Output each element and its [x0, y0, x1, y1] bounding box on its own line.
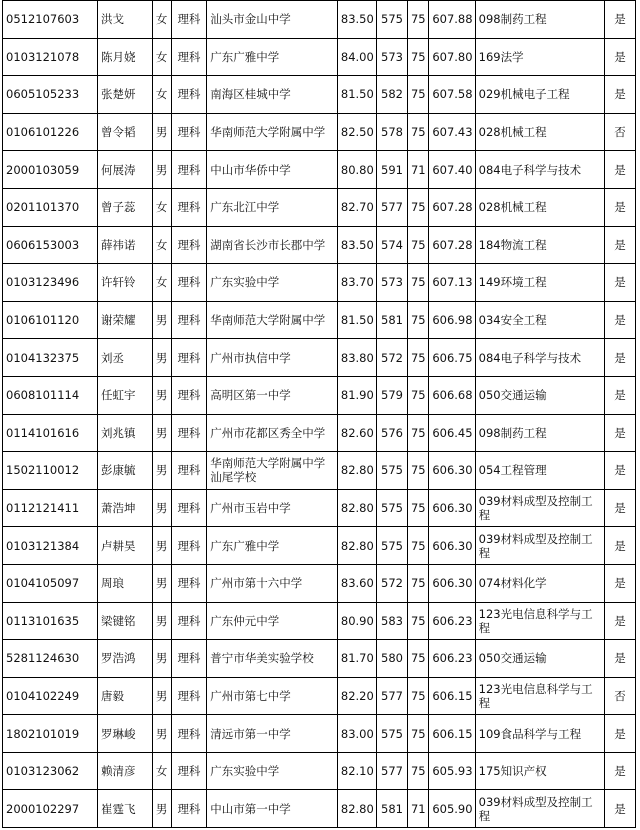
table-row	[3, 38, 636, 76]
cell-score-c: 75	[407, 188, 428, 226]
cell-score-c: 75	[407, 489, 428, 527]
cell-score-c: 75	[407, 715, 428, 753]
table-row	[3, 376, 636, 414]
cell-score-b: 581	[377, 790, 408, 828]
cell-gender: 女	[152, 264, 171, 302]
table-row	[3, 752, 636, 790]
cell-admitted: 是	[605, 188, 636, 226]
cell-name: 薛祎诺	[98, 226, 153, 264]
cell-score-c: 75	[407, 564, 428, 602]
cell-score-c: 75	[407, 264, 428, 302]
cell-major: 039材料成型及控制工程	[475, 790, 604, 828]
cell-exam-id: 1802101019	[3, 715, 98, 753]
cell-score-b: 576	[377, 414, 408, 452]
cell-exam-id: 0113101635	[3, 602, 98, 640]
cell-score-c: 75	[407, 376, 428, 414]
table-row	[3, 489, 636, 527]
cell-score-a: 83.50	[337, 1, 376, 39]
cell-exam-id: 0103121384	[3, 527, 98, 565]
cell-score-b: 574	[377, 226, 408, 264]
cell-major: 050交通运输	[475, 376, 604, 414]
cell-admitted: 是	[605, 602, 636, 640]
cell-name: 崔霆飞	[98, 790, 153, 828]
cell-score-c: 75	[407, 752, 428, 790]
cell-score-b: 583	[377, 602, 408, 640]
cell-total: 606.75	[429, 339, 475, 377]
cell-gender: 男	[152, 715, 171, 753]
cell-score-a: 82.10	[337, 752, 376, 790]
cell-admitted: 是	[605, 38, 636, 76]
cell-admitted: 是	[605, 1, 636, 39]
cell-score-b: 572	[377, 339, 408, 377]
table-row	[3, 151, 636, 189]
cell-gender: 男	[152, 527, 171, 565]
cell-major: 109食品科学与工程	[475, 715, 604, 753]
cell-school: 广东实验中学	[207, 752, 338, 790]
cell-score-a: 82.20	[337, 677, 376, 715]
cell-name: 曾子蕊	[98, 188, 153, 226]
cell-exam-id: 0104102249	[3, 677, 98, 715]
cell-admitted: 是	[605, 151, 636, 189]
cell-total: 607.40	[429, 151, 475, 189]
cell-subject: 理科	[171, 602, 207, 640]
cell-score-b: 575	[377, 489, 408, 527]
table-row	[3, 640, 636, 678]
cell-name: 陈月娆	[98, 38, 153, 76]
cell-name: 何展涛	[98, 151, 153, 189]
cell-major: 184物流工程	[475, 226, 604, 264]
cell-score-a: 80.90	[337, 602, 376, 640]
cell-exam-id: 0606153003	[3, 226, 98, 264]
cell-score-c: 75	[407, 38, 428, 76]
cell-subject: 理科	[171, 715, 207, 753]
cell-total: 605.93	[429, 752, 475, 790]
cell-score-a: 83.70	[337, 264, 376, 302]
cell-gender: 男	[152, 339, 171, 377]
cell-subject: 理科	[171, 113, 207, 151]
cell-gender: 男	[152, 640, 171, 678]
cell-score-a: 83.60	[337, 564, 376, 602]
table-row	[3, 188, 636, 226]
cell-admitted: 是	[605, 339, 636, 377]
cell-admitted: 是	[605, 715, 636, 753]
cell-total: 607.58	[429, 76, 475, 114]
cell-major: 169法学	[475, 38, 604, 76]
cell-total: 605.90	[429, 790, 475, 828]
cell-total: 607.43	[429, 113, 475, 151]
cell-subject: 理科	[171, 640, 207, 678]
cell-major: 175知识产权	[475, 752, 604, 790]
cell-score-b: 575	[377, 527, 408, 565]
cell-score-a: 84.00	[337, 38, 376, 76]
cell-exam-id: 0608101114	[3, 376, 98, 414]
cell-admitted: 是	[605, 790, 636, 828]
cell-score-a: 82.80	[337, 527, 376, 565]
cell-exam-id: 0114101616	[3, 414, 98, 452]
cell-subject: 理科	[171, 414, 207, 452]
cell-name: 罗浩鸿	[98, 640, 153, 678]
cell-major: 084电子科学与技术	[475, 151, 604, 189]
cell-major: 029机械电子工程	[475, 76, 604, 114]
cell-subject: 理科	[171, 677, 207, 715]
cell-name: 谢荣耀	[98, 301, 153, 339]
cell-name: 梁键铭	[98, 602, 153, 640]
cell-score-a: 82.60	[337, 414, 376, 452]
cell-score-c: 75	[407, 414, 428, 452]
cell-school: 广州市第七中学	[207, 677, 338, 715]
cell-total: 606.45	[429, 414, 475, 452]
cell-subject: 理科	[171, 151, 207, 189]
cell-exam-id: 1502110012	[3, 452, 98, 490]
cell-score-c: 75	[407, 677, 428, 715]
cell-score-a: 80.80	[337, 151, 376, 189]
cell-subject: 理科	[171, 790, 207, 828]
cell-name: 洪戈	[98, 1, 153, 39]
cell-total: 606.15	[429, 677, 475, 715]
cell-major: 084电子科学与技术	[475, 339, 604, 377]
cell-total: 606.30	[429, 527, 475, 565]
cell-subject: 理科	[171, 188, 207, 226]
cell-score-a: 83.00	[337, 715, 376, 753]
cell-score-c: 75	[407, 226, 428, 264]
cell-subject: 理科	[171, 339, 207, 377]
cell-school: 广东仲元中学	[207, 602, 338, 640]
cell-subject: 理科	[171, 489, 207, 527]
cell-score-b: 573	[377, 264, 408, 302]
cell-major: 123光电信息科学与工程	[475, 677, 604, 715]
cell-subject: 理科	[171, 752, 207, 790]
cell-school: 湖南省长沙市长郡中学	[207, 226, 338, 264]
cell-admitted: 是	[605, 414, 636, 452]
cell-gender: 男	[152, 564, 171, 602]
table-row	[3, 527, 636, 565]
cell-school: 广州市玉岩中学	[207, 489, 338, 527]
cell-subject: 理科	[171, 527, 207, 565]
table-row	[3, 1, 636, 39]
cell-subject: 理科	[171, 264, 207, 302]
cell-gender: 男	[152, 113, 171, 151]
cell-school: 华南师范大学附属中学	[207, 301, 338, 339]
cell-school: 广州市花都区秀全中学	[207, 414, 338, 452]
cell-name: 曾令韬	[98, 113, 153, 151]
table-row	[3, 414, 636, 452]
table-row	[3, 264, 636, 302]
cell-name: 卢耕昊	[98, 527, 153, 565]
cell-school: 广东实验中学	[207, 264, 338, 302]
cell-name: 赖清彦	[98, 752, 153, 790]
cell-score-b: 575	[377, 1, 408, 39]
cell-exam-id: 0106101226	[3, 113, 98, 151]
table-row	[3, 226, 636, 264]
cell-total: 606.68	[429, 376, 475, 414]
cell-subject: 理科	[171, 301, 207, 339]
table-row	[3, 76, 636, 114]
cell-score-c: 75	[407, 452, 428, 490]
cell-total: 607.28	[429, 226, 475, 264]
table-row	[3, 715, 636, 753]
cell-score-a: 81.50	[337, 301, 376, 339]
cell-school: 广东北江中学	[207, 188, 338, 226]
cell-score-a: 83.50	[337, 226, 376, 264]
cell-subject: 理科	[171, 76, 207, 114]
cell-subject: 理科	[171, 564, 207, 602]
cell-score-c: 75	[407, 76, 428, 114]
cell-exam-id: 0112121411	[3, 489, 98, 527]
cell-name: 周琅	[98, 564, 153, 602]
table-row	[3, 301, 636, 339]
cell-school: 广东广雅中学	[207, 38, 338, 76]
cell-gender: 女	[152, 76, 171, 114]
cell-score-b: 579	[377, 376, 408, 414]
cell-gender: 女	[152, 38, 171, 76]
cell-gender: 女	[152, 188, 171, 226]
table-row	[3, 339, 636, 377]
cell-score-b: 575	[377, 452, 408, 490]
cell-gender: 男	[152, 489, 171, 527]
cell-admitted: 是	[605, 452, 636, 490]
cell-school: 南海区桂城中学	[207, 76, 338, 114]
cell-major: 054工程管理	[475, 452, 604, 490]
cell-gender: 男	[152, 790, 171, 828]
cell-major: 098制药工程	[475, 414, 604, 452]
table-row	[3, 564, 636, 602]
cell-admitted: 是	[605, 752, 636, 790]
cell-name: 萧浩坤	[98, 489, 153, 527]
cell-school: 广东广雅中学	[207, 527, 338, 565]
cell-total: 607.88	[429, 1, 475, 39]
cell-major: 039材料成型及控制工程	[475, 489, 604, 527]
table-row	[3, 790, 636, 828]
cell-total: 606.98	[429, 301, 475, 339]
cell-admitted: 是	[605, 564, 636, 602]
cell-score-c: 75	[407, 1, 428, 39]
cell-score-b: 575	[377, 715, 408, 753]
cell-exam-id: 5281124630	[3, 640, 98, 678]
cell-exam-id: 0512107603	[3, 1, 98, 39]
cell-score-a: 81.90	[337, 376, 376, 414]
cell-total: 606.15	[429, 715, 475, 753]
cell-score-c: 75	[407, 301, 428, 339]
cell-school: 中山市华侨中学	[207, 151, 338, 189]
cell-subject: 理科	[171, 226, 207, 264]
cell-exam-id: 0106101120	[3, 301, 98, 339]
cell-admitted: 是	[605, 226, 636, 264]
cell-score-c: 75	[407, 640, 428, 678]
cell-admitted: 是	[605, 76, 636, 114]
cell-school: 高明区第一中学	[207, 376, 338, 414]
cell-score-c: 75	[407, 339, 428, 377]
cell-name: 刘兆镇	[98, 414, 153, 452]
cell-gender: 男	[152, 452, 171, 490]
cell-score-b: 573	[377, 38, 408, 76]
cell-exam-id: 0104105097	[3, 564, 98, 602]
table-row	[3, 677, 636, 715]
table-row	[3, 113, 636, 151]
cell-major: 039材料成型及控制工程	[475, 527, 604, 565]
cell-score-b: 591	[377, 151, 408, 189]
cell-exam-id: 0201101370	[3, 188, 98, 226]
cell-score-b: 572	[377, 564, 408, 602]
cell-major: 123光电信息科学与工程	[475, 602, 604, 640]
cell-admitted: 是	[605, 301, 636, 339]
cell-major: 149环境工程	[475, 264, 604, 302]
cell-subject: 理科	[171, 1, 207, 39]
cell-gender: 男	[152, 151, 171, 189]
cell-gender: 女	[152, 752, 171, 790]
cell-score-b: 577	[377, 752, 408, 790]
cell-total: 606.30	[429, 564, 475, 602]
cell-school: 汕头市金山中学	[207, 1, 338, 39]
cell-score-c: 75	[407, 527, 428, 565]
cell-score-a: 82.80	[337, 790, 376, 828]
cell-score-c: 75	[407, 602, 428, 640]
cell-score-b: 582	[377, 76, 408, 114]
cell-admitted: 是	[605, 489, 636, 527]
cell-gender: 女	[152, 1, 171, 39]
cell-admitted: 是	[605, 527, 636, 565]
cell-major: 074材料化学	[475, 564, 604, 602]
cell-name: 刘丞	[98, 339, 153, 377]
cell-total: 606.23	[429, 602, 475, 640]
cell-exam-id: 2000102297	[3, 790, 98, 828]
cell-subject: 理科	[171, 38, 207, 76]
cell-school: 华南师范大学附属中学	[207, 113, 338, 151]
cell-gender: 女	[152, 226, 171, 264]
cell-admitted: 是	[605, 376, 636, 414]
cell-score-b: 577	[377, 677, 408, 715]
cell-exam-id: 0605105233	[3, 76, 98, 114]
cell-subject: 理科	[171, 376, 207, 414]
cell-gender: 男	[152, 376, 171, 414]
cell-school: 华南师范大学附属中学汕尾学校	[207, 452, 338, 490]
cell-gender: 男	[152, 677, 171, 715]
cell-score-b: 580	[377, 640, 408, 678]
cell-total: 607.80	[429, 38, 475, 76]
cell-score-c: 71	[407, 790, 428, 828]
cell-exam-id: 0103123062	[3, 752, 98, 790]
cell-exam-id: 0103123496	[3, 264, 98, 302]
cell-score-b: 581	[377, 301, 408, 339]
cell-score-a: 83.80	[337, 339, 376, 377]
cell-score-c: 75	[407, 113, 428, 151]
cell-name: 罗琳峻	[98, 715, 153, 753]
cell-school: 普宁市华美实验学校	[207, 640, 338, 678]
cell-name: 彭康毓	[98, 452, 153, 490]
admission-table	[2, 0, 636, 828]
cell-major: 098制药工程	[475, 1, 604, 39]
cell-major: 028机械工程	[475, 188, 604, 226]
cell-admitted: 否	[605, 677, 636, 715]
cell-school: 中山市第一中学	[207, 790, 338, 828]
cell-score-a: 82.80	[337, 489, 376, 527]
cell-name: 张楚妍	[98, 76, 153, 114]
cell-total: 607.28	[429, 188, 475, 226]
cell-score-a: 82.50	[337, 113, 376, 151]
cell-score-a: 82.70	[337, 188, 376, 226]
cell-score-b: 577	[377, 188, 408, 226]
cell-major: 050交通运输	[475, 640, 604, 678]
cell-school: 广州市执信中学	[207, 339, 338, 377]
cell-major: 028机械工程	[475, 113, 604, 151]
table-row	[3, 452, 636, 490]
cell-score-a: 82.80	[337, 452, 376, 490]
cell-score-b: 578	[377, 113, 408, 151]
cell-gender: 男	[152, 602, 171, 640]
cell-admitted: 是	[605, 640, 636, 678]
cell-total: 607.13	[429, 264, 475, 302]
table-row	[3, 602, 636, 640]
cell-score-c: 71	[407, 151, 428, 189]
table-body	[3, 1, 636, 828]
cell-total: 606.30	[429, 489, 475, 527]
cell-score-a: 81.70	[337, 640, 376, 678]
cell-exam-id: 0103121078	[3, 38, 98, 76]
cell-subject: 理科	[171, 452, 207, 490]
cell-exam-id: 2000103059	[3, 151, 98, 189]
cell-major: 034安全工程	[475, 301, 604, 339]
cell-gender: 男	[152, 414, 171, 452]
cell-name: 唐毅	[98, 677, 153, 715]
cell-exam-id: 0104132375	[3, 339, 98, 377]
cell-admitted: 否	[605, 113, 636, 151]
cell-name: 许轩铃	[98, 264, 153, 302]
cell-school: 清远市第一中学	[207, 715, 338, 753]
cell-gender: 男	[152, 301, 171, 339]
cell-name: 任虹宇	[98, 376, 153, 414]
cell-score-a: 81.50	[337, 76, 376, 114]
cell-total: 606.23	[429, 640, 475, 678]
cell-total: 606.30	[429, 452, 475, 490]
cell-school: 广州市第十六中学	[207, 564, 338, 602]
cell-admitted: 是	[605, 264, 636, 302]
